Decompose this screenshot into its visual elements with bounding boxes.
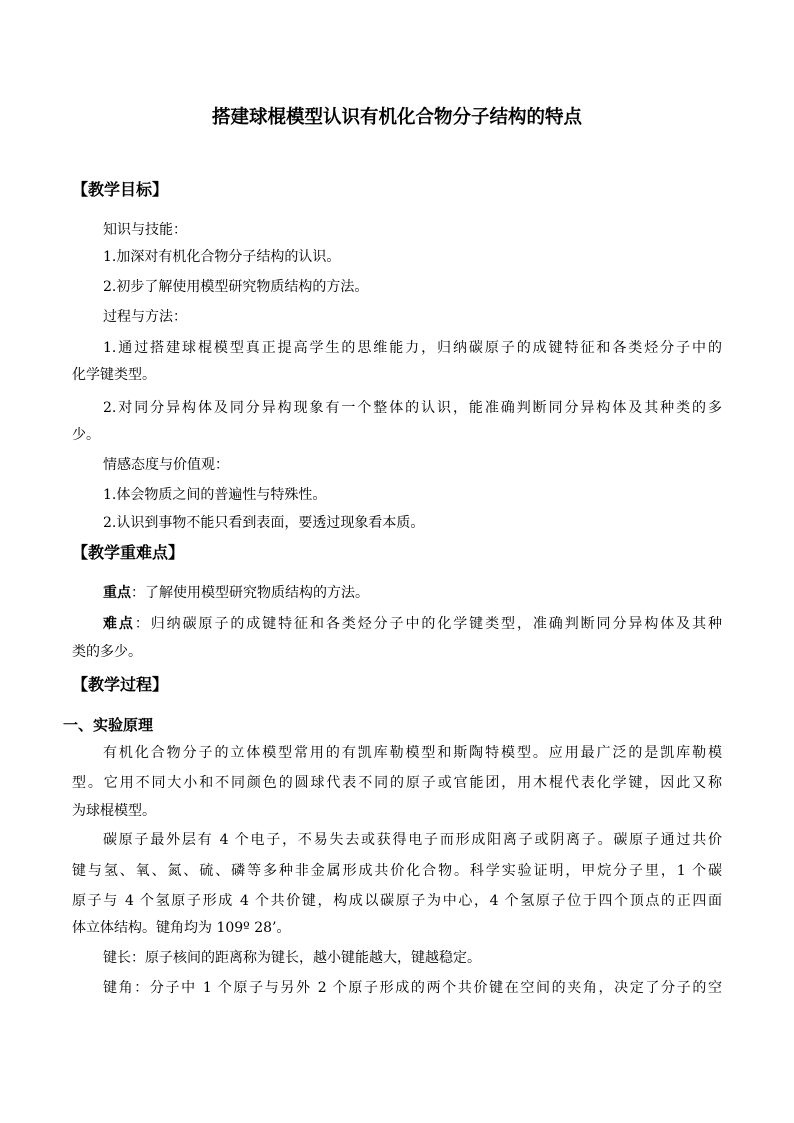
goals-process-item-1-line-1: 1.通过搭建球棍模型真正提高学生的思维能力，归纳碳原子的成键特征和各类烃分子中的	[103, 340, 722, 356]
goals-knowledge-item-1: 1.加深对有机化合物分子结构的认识。	[103, 249, 341, 265]
goals-process-item-2-line-1: 2.对同分异构体及同分异构现象有一个整体的认识，能准确判断同分异构体及其种类的多	[103, 400, 722, 416]
goals-knowledge-heading: 知识与技能：	[103, 222, 187, 238]
principle-paragraph-2-line-2: 键与氢、氧、氮、硫、磷等多种非金属形成共价化合物。科学实验证明，甲烷分子里，1 个碳	[72, 863, 722, 879]
goals-attitude-heading: 情感态度与价值观：	[103, 457, 229, 473]
goals-process-heading: 过程与方法：	[103, 309, 187, 325]
goals-knowledge-item-2: 2.初步了解使用模型研究物质结构的方法。	[103, 279, 369, 295]
bond-length-paragraph: 键长：原子核间的距离称为键长，越小键能越大，键越稳定。	[103, 950, 481, 966]
principle-paragraph-2-line-4: 体立体结构。键角均为 109º 28’。	[72, 920, 291, 936]
goals-process-item-1-line-2: 化学键类型。	[72, 367, 156, 383]
principle-paragraph-1-line-3: 为球棍模型。	[72, 803, 156, 819]
difficult-point-text: ：归纳碳原子的成键特征和各类烃分子中的化学键类型，准确判断同分异构体及其种	[134, 616, 722, 632]
goals-attitude-item-1: 1.体会物质之间的普遍性与特殊性。	[103, 487, 327, 503]
subheading-experiment-principle: 一、实验原理	[63, 716, 154, 734]
document-title: 搭建球棍模型认识有机化合物分子结构的特点	[211, 107, 582, 128]
difficult-point-line-1	[103, 612, 722, 636]
goals-process-item-2-line-2: 少。	[72, 427, 100, 443]
difficult-point-label: 难点	[103, 616, 135, 632]
principle-paragraph-2-line-3: 原子与 4 个氢原子形成 4 个共价键，构成以碳原子为中心，4 个氢原子位于四个顶点的正四面	[72, 893, 722, 909]
difficult-point-line-2: 类的多少。	[72, 644, 142, 660]
section-heading-goals: 【教学目标】	[72, 180, 169, 199]
principle-paragraph-1-line-1: 有机化合物分子的立体模型常用的有凯库勒模型和斯陶特模型。应用最广泛的是凯库勒模	[103, 745, 722, 761]
principle-paragraph-2-line-1: 碳原子最外层有 4 个电子，不易失去或获得电子而形成阳离子或阴离子。碳原子通过共价	[103, 832, 722, 848]
key-point-line	[103, 581, 369, 605]
section-heading-process: 【教学过程】	[72, 675, 169, 694]
goals-attitude-item-2: 2.认识到事物不能只看到表面，要透过现象看本质。	[103, 515, 425, 531]
bond-angle-paragraph-line-1: 键角：分子中 1 个原子与另外 2 个原子形成的两个共价键在空间的夹角，决定了分子的空	[103, 980, 722, 996]
section-heading-key-points: 【教学重难点】	[72, 543, 185, 562]
key-point-text: ：了解使用模型研究物质结构的方法。	[131, 585, 369, 601]
key-point-label: 重点	[103, 585, 131, 601]
principle-paragraph-1-line-2: 型。它用不同大小和不同颜色的圆球代表不同的原子或官能团，用木棍代表化学键，因此又称	[72, 775, 722, 791]
